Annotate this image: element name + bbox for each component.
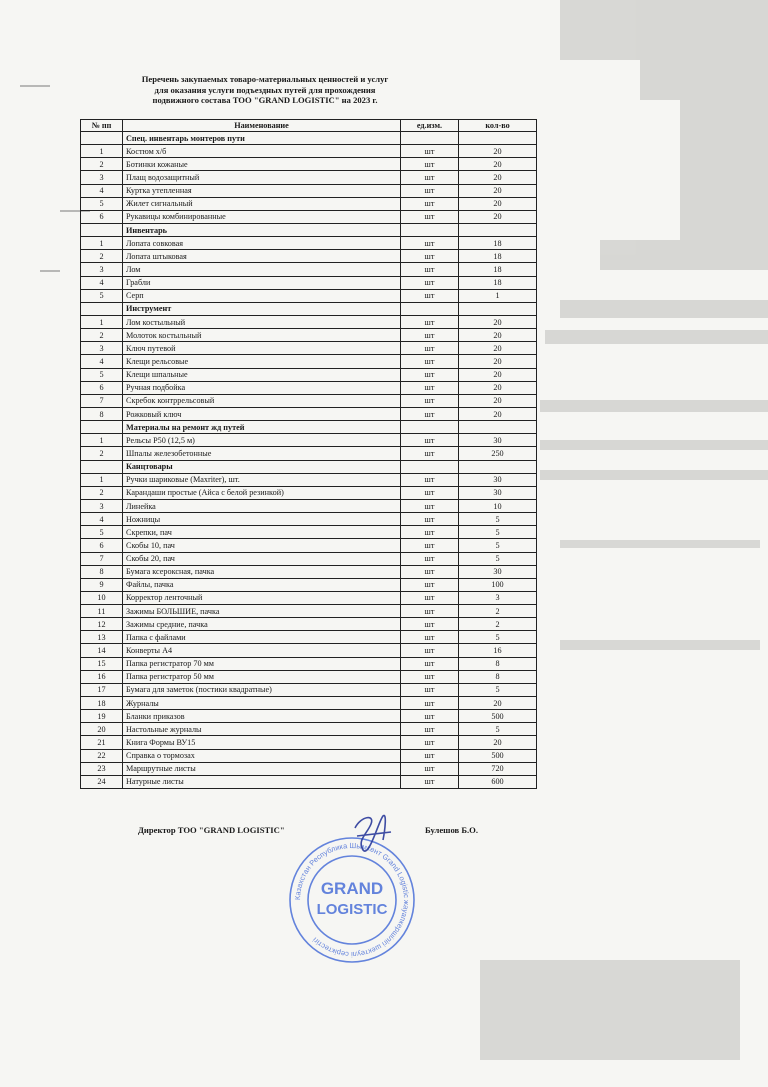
row-name: Ботинки кожаные xyxy=(123,158,401,171)
row-qty: 30 xyxy=(459,486,537,499)
row-name: Ручная подбойка xyxy=(123,381,401,394)
row-num: 6 xyxy=(81,381,123,394)
row-name: Рукавицы комбинированные xyxy=(123,210,401,223)
row-unit: шт xyxy=(401,315,459,328)
row-unit: шт xyxy=(401,605,459,618)
row-num: 11 xyxy=(81,605,123,618)
row-qty: 3 xyxy=(459,591,537,604)
row-name: Скобы 10, пач xyxy=(123,539,401,552)
row-unit: шт xyxy=(401,723,459,736)
row-qty: 5 xyxy=(459,552,537,565)
section-row xyxy=(81,460,537,473)
row-name: Ручки шариковые (Maxriter), шт. xyxy=(123,473,401,486)
row-name: Лом костыльный xyxy=(123,315,401,328)
header-qty: кол-во xyxy=(459,120,537,132)
row-unit: шт xyxy=(401,237,459,250)
row-num: 20 xyxy=(81,723,123,736)
row-name: Серп xyxy=(123,289,401,302)
row-qty: 10 xyxy=(459,499,537,512)
row-qty: 5 xyxy=(459,683,537,696)
row-qty: 500 xyxy=(459,749,537,762)
table-row xyxy=(81,552,537,565)
row-unit: шт xyxy=(401,499,459,512)
row-name: Жилет сигнальный xyxy=(123,197,401,210)
row-num: 23 xyxy=(81,762,123,775)
row-name: Костюм х/б xyxy=(123,145,401,158)
section-title: Канцтовары xyxy=(123,460,401,473)
row-num: 1 xyxy=(81,315,123,328)
row-name: Ключ путевой xyxy=(123,342,401,355)
row-unit: шт xyxy=(401,473,459,486)
row-name: Клещи шпальные xyxy=(123,368,401,381)
row-qty: 20 xyxy=(459,407,537,420)
row-name: Шпалы железобетонные xyxy=(123,447,401,460)
section-num xyxy=(81,302,123,315)
row-name: Скребок контррельсовый xyxy=(123,394,401,407)
section-unit xyxy=(401,421,459,434)
table-row xyxy=(81,407,537,420)
stamp-center-line2: LOGISTIC xyxy=(316,901,388,918)
row-num: 2 xyxy=(81,329,123,342)
row-name: Карандаши простые (Айса с белой резинкой) xyxy=(123,486,401,499)
row-unit: шт xyxy=(401,526,459,539)
row-qty: 20 xyxy=(459,197,537,210)
row-unit: шт xyxy=(401,775,459,788)
row-unit: шт xyxy=(401,749,459,762)
table-row xyxy=(81,670,537,683)
row-num: 3 xyxy=(81,263,123,276)
table-row xyxy=(81,618,537,631)
row-unit: шт xyxy=(401,434,459,447)
row-qty: 20 xyxy=(459,368,537,381)
section-title: Спец. инвентарь монтеров пути xyxy=(123,132,401,145)
section-num xyxy=(81,421,123,434)
table-row xyxy=(81,276,537,289)
row-num: 5 xyxy=(81,289,123,302)
row-name: Зажимы средние, пачка xyxy=(123,618,401,631)
row-num: 15 xyxy=(81,657,123,670)
stamp-center-line1: GRAND xyxy=(320,879,384,898)
row-num: 16 xyxy=(81,670,123,683)
table-row xyxy=(81,657,537,670)
row-qty: 20 xyxy=(459,315,537,328)
section-qty xyxy=(459,223,537,236)
title-line: Перечень закупаемых товаро-материальных ценностей и услуг xyxy=(141,74,389,84)
row-qty: 20 xyxy=(459,342,537,355)
items-table xyxy=(80,119,537,789)
row-num: 13 xyxy=(81,631,123,644)
row-unit: шт xyxy=(401,710,459,723)
row-unit: шт xyxy=(401,329,459,342)
table-row xyxy=(81,473,537,486)
table-row xyxy=(81,263,537,276)
table-row xyxy=(81,723,537,736)
row-num: 3 xyxy=(81,342,123,355)
row-qty: 30 xyxy=(459,565,537,578)
row-num: 4 xyxy=(81,513,123,526)
title-line: для оказания услуги подъездных путей для прохождения xyxy=(154,84,376,95)
row-qty: 600 xyxy=(459,775,537,788)
row-num: 2 xyxy=(81,250,123,263)
row-num: 19 xyxy=(81,710,123,723)
row-name: Конверты А4 xyxy=(123,644,401,657)
row-qty: 18 xyxy=(459,263,537,276)
table-row xyxy=(81,158,537,171)
table-row xyxy=(81,539,537,552)
row-num: 1 xyxy=(81,145,123,158)
row-unit: шт xyxy=(401,539,459,552)
row-name: Бумага ксероксная, пачка xyxy=(123,565,401,578)
section-unit xyxy=(401,302,459,315)
row-name: Маршрутные листы xyxy=(123,762,401,775)
section-unit xyxy=(401,223,459,236)
table-row xyxy=(81,775,537,788)
row-unit: шт xyxy=(401,513,459,526)
table-row xyxy=(81,736,537,749)
row-num: 24 xyxy=(81,775,123,788)
row-qty: 5 xyxy=(459,513,537,526)
row-qty: 5 xyxy=(459,631,537,644)
row-qty: 5 xyxy=(459,539,537,552)
row-unit: шт xyxy=(401,276,459,289)
row-unit: шт xyxy=(401,552,459,565)
row-num: 7 xyxy=(81,552,123,565)
table-row xyxy=(81,683,537,696)
row-name: Клещи рельсовые xyxy=(123,355,401,368)
row-qty: 20 xyxy=(459,145,537,158)
row-unit: шт xyxy=(401,368,459,381)
row-num: 21 xyxy=(81,736,123,749)
row-unit: шт xyxy=(401,762,459,775)
row-num: 6 xyxy=(81,539,123,552)
section-unit xyxy=(401,460,459,473)
table-row xyxy=(81,578,537,591)
row-qty: 500 xyxy=(459,710,537,723)
row-name: Лопата штыковая xyxy=(123,250,401,263)
row-name: Бланки приказов xyxy=(123,710,401,723)
row-num: 9 xyxy=(81,578,123,591)
table-row xyxy=(81,197,537,210)
row-unit: шт xyxy=(401,381,459,394)
row-qty: 720 xyxy=(459,762,537,775)
row-num: 17 xyxy=(81,683,123,696)
row-qty: 1 xyxy=(459,289,537,302)
row-unit: шт xyxy=(401,355,459,368)
section-qty xyxy=(459,132,537,145)
row-name: Бумага для заметок (постики квадратные) xyxy=(123,683,401,696)
row-num: 2 xyxy=(81,486,123,499)
row-qty: 2 xyxy=(459,605,537,618)
row-name: Книга Формы ВУ15 xyxy=(123,736,401,749)
row-name: Молоток костыльный xyxy=(123,329,401,342)
table-row xyxy=(81,355,537,368)
section-row xyxy=(81,132,537,145)
row-num: 10 xyxy=(81,591,123,604)
row-qty: 250 xyxy=(459,447,537,460)
table-row xyxy=(81,329,537,342)
row-num: 4 xyxy=(81,355,123,368)
row-num: 6 xyxy=(81,210,123,223)
row-name: Лом xyxy=(123,263,401,276)
row-unit: шт xyxy=(401,171,459,184)
row-unit: шт xyxy=(401,670,459,683)
row-name: Справка о тормозах xyxy=(123,749,401,762)
table-row xyxy=(81,171,537,184)
row-name: Файлы, пачка xyxy=(123,578,401,591)
row-num: 14 xyxy=(81,644,123,657)
row-name: Линейка xyxy=(123,499,401,512)
header-unit: ед.изм. xyxy=(401,120,459,132)
row-num: 1 xyxy=(81,237,123,250)
row-unit: шт xyxy=(401,631,459,644)
row-qty: 100 xyxy=(459,578,537,591)
row-qty: 30 xyxy=(459,434,537,447)
row-name: Журналы xyxy=(123,697,401,710)
row-qty: 20 xyxy=(459,697,537,710)
row-unit: шт xyxy=(401,683,459,696)
row-qty: 20 xyxy=(459,210,537,223)
row-name: Корректор ленточный xyxy=(123,591,401,604)
row-num: 5 xyxy=(81,368,123,381)
section-unit xyxy=(401,132,459,145)
table-row xyxy=(81,486,537,499)
row-name: Лопата совковая xyxy=(123,237,401,250)
table-row xyxy=(81,710,537,723)
row-qty: 30 xyxy=(459,473,537,486)
row-name: Папка регистратор 70 мм xyxy=(123,657,401,670)
row-name: Рожковый ключ xyxy=(123,407,401,420)
signature-position: Директор ТОО "GRAND LOGISTIC" xyxy=(138,825,285,835)
row-num: 22 xyxy=(81,749,123,762)
row-num: 3 xyxy=(81,171,123,184)
table-row xyxy=(81,250,537,263)
row-qty: 20 xyxy=(459,394,537,407)
row-name: Скрепки, пач xyxy=(123,526,401,539)
row-qty: 18 xyxy=(459,276,537,289)
row-qty: 20 xyxy=(459,355,537,368)
table-row xyxy=(81,434,537,447)
row-qty: 5 xyxy=(459,723,537,736)
table-row xyxy=(81,631,537,644)
row-unit: шт xyxy=(401,250,459,263)
row-unit: шт xyxy=(401,447,459,460)
table-row xyxy=(81,697,537,710)
row-num: 4 xyxy=(81,276,123,289)
row-unit: шт xyxy=(401,263,459,276)
row-unit: шт xyxy=(401,618,459,631)
table-row xyxy=(81,447,537,460)
row-num: 2 xyxy=(81,158,123,171)
table-header-row xyxy=(81,120,537,132)
row-unit: шт xyxy=(401,407,459,420)
row-qty: 18 xyxy=(459,250,537,263)
row-unit: шт xyxy=(401,210,459,223)
table-row xyxy=(81,184,537,197)
items-table-body xyxy=(81,132,537,789)
row-unit: шт xyxy=(401,145,459,158)
row-qty: 20 xyxy=(459,381,537,394)
stamp-inner-ring xyxy=(308,856,396,944)
row-qty: 16 xyxy=(459,644,537,657)
row-name: Куртка утепленная xyxy=(123,184,401,197)
header-num: № пп xyxy=(81,120,123,132)
stamp-ring-text: Казахстан Республика Шымкент Grand Logistic жауапкершілігі шектеулі серіктестігі xyxy=(292,840,412,960)
row-unit: шт xyxy=(401,736,459,749)
table-row xyxy=(81,210,537,223)
row-unit: шт xyxy=(401,591,459,604)
row-name: Настольные журналы xyxy=(123,723,401,736)
table-row xyxy=(81,565,537,578)
section-title: Материалы на ремонт жд путей xyxy=(123,421,401,434)
row-qty: 20 xyxy=(459,171,537,184)
row-num: 2 xyxy=(81,447,123,460)
header-name: Наименование xyxy=(123,120,401,132)
row-name: Папка регистратор 50 мм xyxy=(123,670,401,683)
table-row xyxy=(81,499,537,512)
table-row xyxy=(81,605,537,618)
section-row xyxy=(81,302,537,315)
row-qty: 5 xyxy=(459,526,537,539)
row-qty: 20 xyxy=(459,736,537,749)
row-num: 4 xyxy=(81,184,123,197)
row-unit: шт xyxy=(401,197,459,210)
document-title xyxy=(120,74,410,106)
row-qty: 20 xyxy=(459,184,537,197)
company-stamp xyxy=(287,810,417,970)
row-unit: шт xyxy=(401,644,459,657)
row-name: Зажимы БОЛЬШИЕ, пачка xyxy=(123,605,401,618)
section-title: Инструмент xyxy=(123,302,401,315)
row-name: Натурные листы xyxy=(123,775,401,788)
row-num: 1 xyxy=(81,434,123,447)
title-line: подвижного состава ТОО "GRAND LOGISTIC" на 2023 г. xyxy=(152,95,378,105)
row-num: 5 xyxy=(81,526,123,539)
row-unit: шт xyxy=(401,486,459,499)
table-row xyxy=(81,381,537,394)
row-unit: шт xyxy=(401,578,459,591)
table-row xyxy=(81,591,537,604)
row-qty: 8 xyxy=(459,670,537,683)
row-name: Ножницы xyxy=(123,513,401,526)
table-row xyxy=(81,289,537,302)
section-row xyxy=(81,421,537,434)
section-row xyxy=(81,223,537,236)
row-unit: шт xyxy=(401,184,459,197)
row-unit: шт xyxy=(401,158,459,171)
table-row xyxy=(81,526,537,539)
table-row xyxy=(81,513,537,526)
row-qty: 20 xyxy=(459,329,537,342)
table-row xyxy=(81,145,537,158)
row-unit: шт xyxy=(401,394,459,407)
section-num xyxy=(81,132,123,145)
row-qty: 18 xyxy=(459,237,537,250)
row-unit: шт xyxy=(401,697,459,710)
table-row xyxy=(81,749,537,762)
table-row xyxy=(81,644,537,657)
table-row xyxy=(81,394,537,407)
row-num: 8 xyxy=(81,565,123,578)
row-unit: шт xyxy=(401,342,459,355)
table-row xyxy=(81,237,537,250)
row-qty: 2 xyxy=(459,618,537,631)
table-row xyxy=(81,762,537,775)
section-title: Инвентарь xyxy=(123,223,401,236)
row-num: 1 xyxy=(81,473,123,486)
row-name: Плащ водозащитный xyxy=(123,171,401,184)
table-row xyxy=(81,368,537,381)
row-num: 18 xyxy=(81,697,123,710)
row-num: 7 xyxy=(81,394,123,407)
row-num: 8 xyxy=(81,407,123,420)
row-num: 3 xyxy=(81,499,123,512)
row-name: Рельсы Р50 (12,5 м) xyxy=(123,434,401,447)
row-unit: шт xyxy=(401,565,459,578)
svg-text:Казахстан Республика Шымкент G xyxy=(293,841,411,959)
section-num xyxy=(81,223,123,236)
row-num: 12 xyxy=(81,618,123,631)
table-row xyxy=(81,342,537,355)
section-qty xyxy=(459,302,537,315)
row-name: Грабли xyxy=(123,276,401,289)
section-qty xyxy=(459,460,537,473)
row-unit: шт xyxy=(401,289,459,302)
row-qty: 20 xyxy=(459,158,537,171)
section-num xyxy=(81,460,123,473)
row-unit: шт xyxy=(401,657,459,670)
row-qty: 8 xyxy=(459,657,537,670)
table-row xyxy=(81,315,537,328)
row-name: Папка с файлами xyxy=(123,631,401,644)
row-num: 5 xyxy=(81,197,123,210)
row-name: Скобы 20, пач xyxy=(123,552,401,565)
section-qty xyxy=(459,421,537,434)
signature-name: Булешов Б.О. xyxy=(425,825,478,835)
